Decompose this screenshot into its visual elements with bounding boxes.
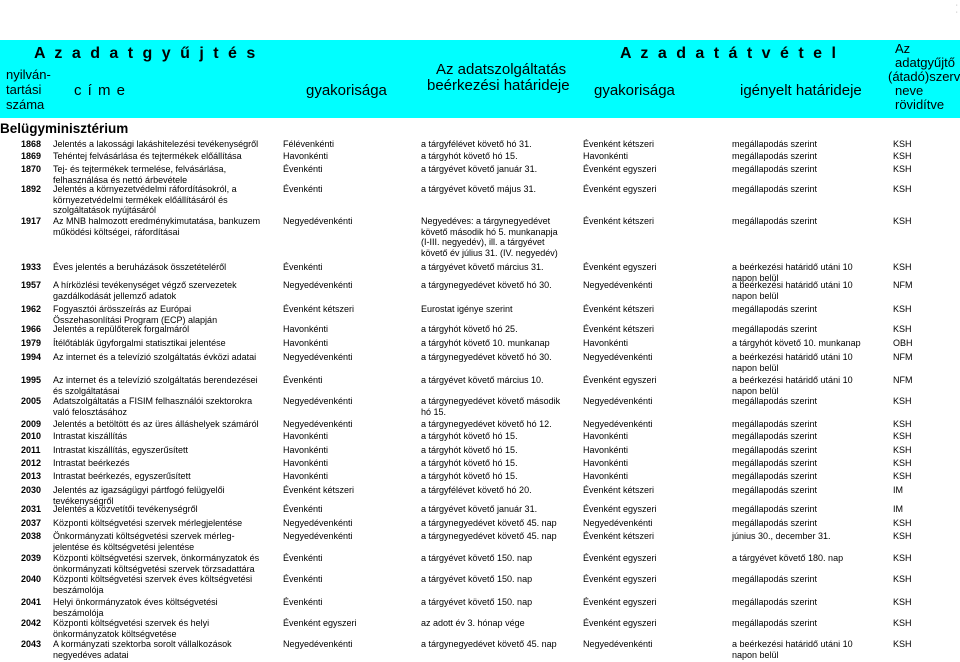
- table-row: [0, 139, 960, 149]
- row-title: A kormányzati szektorba sorolt vállalkozások negyedéves adatai: [53, 639, 232, 660]
- table-row: [0, 471, 960, 481]
- row-transfer-frequency: Évenként egyszeri: [583, 184, 657, 194]
- row-service-deadline: a tárgyévet követő 150. nap: [421, 574, 533, 584]
- row-number: 1933: [21, 262, 42, 272]
- row-collection-frequency: Évenkénti: [283, 574, 323, 584]
- row-title: Intrastat beérkezés: [53, 458, 130, 468]
- row-title: A hírközlési tevékenységet végző szervezetek gazdálkodását jellemző adatok: [53, 280, 237, 301]
- row-title: Az MNB halmozott eredménykimutatása, bankuzem működési költségei, ráfordításai: [53, 216, 261, 237]
- row-title: Helyi önkormányzatok éves költségvetési beszámolója: [53, 597, 218, 618]
- row-collection-frequency: Évenkénti: [283, 184, 323, 194]
- table-row: [0, 164, 960, 185]
- row-requested-deadline: megállapodás szerint: [732, 471, 818, 481]
- row-requested-deadline: megállapodás szerint: [732, 151, 818, 161]
- row-organization: NFM: [893, 352, 913, 362]
- row-requested-deadline: megállapodás szerint: [732, 485, 818, 495]
- row-title: Ítélőtáblák ügyforgalmi statisztikai jelentése: [53, 338, 226, 348]
- row-service-deadline: a tárgynegyedévet követő második hó 15.: [421, 396, 561, 417]
- section-title: Belügyminisztérium: [0, 121, 129, 136]
- row-title: Fogyasztói árösszeírás az Európai Összehasonlítási Program (ECP) alapján: [53, 304, 218, 325]
- row-title: Az internet és a televízió szolgáltatás berendezései és szolgáltatásai: [53, 375, 258, 396]
- row-collection-frequency: Évenkénti: [283, 553, 323, 563]
- row-service-deadline: a tárgyévet követő március 10.: [421, 375, 544, 385]
- table-row: [0, 304, 960, 325]
- row-number: 2031: [21, 504, 42, 514]
- row-number: 2013: [21, 471, 42, 481]
- row-service-deadline: Eurostat igénye szerint: [421, 304, 513, 314]
- row-collection-frequency: Évenként kétszeri: [283, 304, 355, 314]
- row-service-deadline: a tárgyhót követő hó 15.: [421, 471, 518, 481]
- row-service-deadline: a tárgyhót követő hó 15.: [421, 458, 518, 468]
- row-service-deadline: a tárgynegyedévet követő 45. nap: [421, 518, 557, 528]
- header-col-number-line3: száma: [6, 97, 45, 112]
- row-transfer-frequency: Évenként egyszeri: [583, 618, 657, 628]
- row-transfer-frequency: Évenként egyszeri: [583, 504, 657, 514]
- row-collection-frequency: Negyedévenkénti: [283, 639, 353, 649]
- row-transfer-frequency: Havonkénti: [583, 445, 629, 455]
- table-row: [0, 458, 960, 468]
- row-organization: OBH: [893, 338, 913, 348]
- row-requested-deadline: megállapodás szerint: [732, 184, 818, 194]
- table-row: [0, 419, 960, 429]
- table-row: [0, 184, 960, 215]
- row-service-deadline: a tárgyfélévet követő hó 20.: [421, 485, 532, 495]
- row-service-deadline: a tárgyhót követő hó 15.: [421, 151, 518, 161]
- row-organization: KSH: [893, 431, 912, 441]
- row-number: 2037: [21, 518, 42, 528]
- row-organization: KSH: [893, 151, 912, 161]
- header-org-line2: adatgyűjtő: [895, 55, 955, 70]
- row-collection-frequency: Negyedévenkénti: [283, 419, 353, 429]
- row-collection-frequency: Félévenkénti: [283, 139, 335, 149]
- header-org-line3: (átadó)szerv: [888, 69, 960, 84]
- row-organization: KSH: [893, 639, 912, 649]
- header-service-line1: Az adatszolgáltatás: [436, 61, 567, 78]
- row-collection-frequency: Negyedévenkénti: [283, 352, 353, 362]
- row-requested-deadline: a beérkezési határidő utáni 10 napon belül: [732, 262, 853, 283]
- table-row: [0, 216, 960, 258]
- table-row: [0, 618, 960, 639]
- row-title: Éves jelentés a beruházások összetételéről: [53, 262, 227, 272]
- row-organization: IM: [893, 504, 903, 514]
- row-transfer-frequency: Havonkénti: [583, 338, 629, 348]
- row-number: 1994: [21, 352, 42, 362]
- row-collection-frequency: Havonkénti: [283, 151, 329, 161]
- row-number: 2009: [21, 419, 42, 429]
- row-requested-deadline: június 30., december 31.: [732, 531, 831, 541]
- row-transfer-frequency: Évenként egyszeri: [583, 262, 657, 272]
- row-transfer-frequency: Évenként egyszeri: [583, 553, 657, 563]
- row-organization: KSH: [893, 184, 912, 194]
- row-number: 1962: [21, 304, 42, 314]
- row-collection-frequency: Negyedévenkénti: [283, 531, 353, 541]
- row-organization: IM: [893, 485, 903, 495]
- row-service-deadline: a tárgyévet követő 150. nap: [421, 553, 533, 563]
- table-row: [0, 431, 960, 441]
- row-title: Intrastat beérkezés, egyszerűsített: [53, 471, 191, 481]
- row-number: 2012: [21, 458, 42, 468]
- row-collection-frequency: Évenkénti: [283, 504, 323, 514]
- row-organization: KSH: [893, 419, 912, 429]
- row-organization: KSH: [893, 458, 912, 468]
- row-organization: KSH: [893, 445, 912, 455]
- table-row: [0, 352, 960, 373]
- table-row: [0, 324, 960, 334]
- row-transfer-frequency: Évenként egyszeri: [583, 597, 657, 607]
- row-title: Jelentés az igazságügyi pártfogó felügyelői tevékenységről: [53, 485, 225, 506]
- row-number: 2039: [21, 553, 42, 563]
- row-organization: KSH: [893, 324, 912, 334]
- row-number: 1995: [21, 375, 42, 385]
- row-service-deadline: a tárgyfélévet követő hó 31.: [421, 139, 532, 149]
- row-number: 2011: [21, 445, 41, 455]
- row-collection-frequency: Évenként egyszeri: [283, 618, 357, 628]
- table-row: [0, 445, 960, 455]
- row-service-deadline: a tárgynegyedévet követő hó 30.: [421, 352, 552, 362]
- row-requested-deadline: megállapodás szerint: [732, 574, 818, 584]
- row-service-deadline: az adott év 3. hónap vége: [421, 618, 525, 628]
- row-title: Jelentés a repülőterek forgalmáról: [53, 324, 190, 334]
- row-collection-frequency: Negyedévenkénti: [283, 216, 353, 226]
- row-transfer-frequency: Évenként kétszeri: [583, 304, 655, 314]
- row-requested-deadline: a beérkezési határidő utáni 10 napon belül: [732, 639, 853, 660]
- row-collection-frequency: Havonkénti: [283, 324, 329, 334]
- row-requested-deadline: a beérkezési határidő utáni 10 napon belül: [732, 280, 853, 301]
- row-number: 2041: [21, 597, 42, 607]
- row-collection-frequency: Évenként kétszeri: [283, 485, 355, 495]
- table-row: [0, 262, 960, 283]
- row-number: 2042: [21, 618, 42, 628]
- table-row: [0, 639, 960, 660]
- row-requested-deadline: megállapodás szerint: [732, 164, 818, 174]
- row-number: 1870: [21, 164, 42, 174]
- table-row: [0, 151, 960, 161]
- row-title: Intrastat kiszállítás, egyszerűsített: [53, 445, 189, 455]
- row-service-deadline: a tárgyhót követő 10. munkanap: [421, 338, 550, 348]
- header-org-line5: rövidítve: [895, 97, 945, 112]
- row-organization: KSH: [893, 518, 912, 528]
- row-requested-deadline: a tárgyhót követő 10. munkanap: [732, 338, 861, 348]
- row-number: 1868: [21, 139, 42, 149]
- row-title: Központi költségvetési szervek és helyi önkormányzatok költségvetése: [53, 618, 210, 639]
- header-group-transfer-title: A z a d a t á t v é t e l: [620, 45, 839, 62]
- row-number: 1917: [21, 216, 42, 226]
- row-title: Központi költségvetési szervek éves költségvetési beszámolója: [53, 574, 253, 595]
- table-row: [0, 485, 960, 506]
- header-col-number-line2: tartási: [6, 82, 42, 97]
- table-row: [0, 553, 960, 574]
- row-service-deadline: a tárgyhót követő hó 15.: [421, 445, 518, 455]
- table-row: [0, 504, 960, 514]
- row-requested-deadline: megállapodás szerint: [732, 396, 818, 406]
- row-collection-frequency: Negyedévenkénti: [283, 396, 353, 406]
- row-transfer-frequency: Évenként egyszeri: [583, 375, 657, 385]
- row-collection-frequency: Havonkénti: [283, 471, 329, 481]
- row-requested-deadline: megállapodás szerint: [732, 431, 818, 441]
- row-transfer-frequency: Évenként kétszeri: [583, 216, 655, 226]
- row-number: 1966: [21, 324, 42, 334]
- row-requested-deadline: megállapodás szerint: [732, 504, 818, 514]
- row-requested-deadline: megállapodás szerint: [732, 458, 818, 468]
- row-collection-frequency: Havonkénti: [283, 338, 329, 348]
- header-org-line4: neve: [895, 83, 924, 98]
- row-collection-frequency: Évenkénti: [283, 375, 323, 385]
- row-service-deadline: a tárgyévet követő január 31.: [421, 504, 538, 514]
- row-organization: NFM: [893, 280, 913, 290]
- table-row: [0, 531, 960, 552]
- row-transfer-frequency: Negyedévenkénti: [583, 280, 653, 290]
- row-requested-deadline: megállapodás szerint: [732, 618, 818, 628]
- row-transfer-frequency: Évenként kétszeri: [583, 531, 655, 541]
- row-service-deadline: a tárgyévet követő január 31.: [421, 164, 538, 174]
- row-transfer-frequency: Évenként kétszeri: [583, 485, 655, 495]
- row-title: Önkormányzati költségvetési szervek mérleg- jelentése és költségvetési jelentése: [53, 531, 235, 552]
- row-transfer-frequency: Havonkénti: [583, 458, 629, 468]
- row-title: Tej- és tejtermékek termelése, felvásárlása, felhasználása és nettó árbevétele: [53, 164, 227, 185]
- row-requested-deadline: a beérkezési határidő utáni 10 napon belül: [732, 352, 853, 373]
- row-service-deadline: a tárgynegyedévet követő hó 12.: [421, 419, 552, 429]
- row-collection-frequency: Havonkénti: [283, 445, 329, 455]
- row-title: Jelentés a közvetítői tevékenységről: [53, 504, 198, 514]
- row-service-deadline: a tárgyévet követő május 31.: [421, 184, 537, 194]
- row-service-deadline: Negyedéves: a tárgynegyedévet követő második hó 5. munkanapja (I-III. negyedév), ill. a tárgyévet követő év július 31. (IV. negyedév): [421, 216, 558, 258]
- row-transfer-frequency: Negyedévenkénti: [583, 419, 653, 429]
- row-transfer-frequency: Negyedévenkénti: [583, 639, 653, 649]
- row-requested-deadline: megállapodás szerint: [732, 216, 818, 226]
- row-transfer-frequency: Évenként kétszeri: [583, 324, 655, 334]
- row-organization: KSH: [893, 574, 912, 584]
- row-number: 1892: [21, 184, 42, 194]
- row-organization: KSH: [893, 597, 912, 607]
- row-transfer-frequency: Évenként egyszeri: [583, 574, 657, 584]
- row-title: Adatszolgáltatás a FISIM felhasználói szektorokra való felosztásához: [53, 396, 253, 417]
- table-row: [0, 396, 960, 417]
- row-requested-deadline: a beérkezési határidő utáni 10 napon belül: [732, 375, 853, 396]
- row-title: Intrastat kiszállítás: [53, 431, 128, 441]
- table-row: [0, 280, 960, 301]
- row-service-deadline: a tárgynegyedévet követő hó 30.: [421, 280, 552, 290]
- row-transfer-frequency: Évenként egyszeri: [583, 164, 657, 174]
- row-collection-frequency: Havonkénti: [283, 458, 329, 468]
- row-transfer-frequency: Negyedévenkénti: [583, 396, 653, 406]
- row-title: Jelentés a környezetvédelmi ráfordításokról, a környezetvédelmi termékek előállításáról és szolgáltatások nyújtásáról: [53, 184, 237, 215]
- row-organization: KSH: [893, 139, 912, 149]
- row-collection-frequency: Havonkénti: [283, 431, 329, 441]
- corner-mark: · ·: [955, 2, 958, 16]
- row-collection-frequency: Évenkénti: [283, 597, 323, 607]
- table-row: [0, 518, 960, 528]
- header-collection-name: c í m e: [74, 82, 127, 99]
- row-organization: KSH: [893, 396, 912, 406]
- row-organization: KSH: [893, 471, 912, 481]
- row-service-deadline: a tárgyhót követő hó 15.: [421, 431, 518, 441]
- row-requested-deadline: megállapodás szerint: [732, 324, 818, 334]
- row-organization: KSH: [893, 553, 912, 563]
- row-organization: KSH: [893, 618, 912, 628]
- row-requested-deadline: megállapodás szerint: [732, 304, 818, 314]
- row-number: 2030: [21, 485, 42, 495]
- row-requested-deadline: megállapodás szerint: [732, 597, 818, 607]
- header-org-line1: Az: [895, 41, 911, 56]
- row-requested-deadline: a tárgyévet követő 180. nap: [732, 553, 844, 563]
- row-organization: KSH: [893, 304, 912, 314]
- header-group-collection-title: A z a d a t g y ű j t é s: [34, 45, 258, 62]
- row-number: 1957: [21, 280, 42, 290]
- header-transfer-deadline: igényelt határideje: [740, 82, 862, 99]
- row-service-deadline: a tárgynegyedévet követő 45. nap: [421, 639, 557, 649]
- row-transfer-frequency: Évenként kétszeri: [583, 139, 655, 149]
- row-number: 1869: [21, 151, 42, 161]
- row-requested-deadline: megállapodás szerint: [732, 139, 818, 149]
- row-collection-frequency: Évenkénti: [283, 164, 323, 174]
- row-title: Központi költségvetési szervek mérlegjelentése: [53, 518, 243, 528]
- row-transfer-frequency: Havonkénti: [583, 471, 629, 481]
- row-number: 2005: [21, 396, 42, 406]
- table-row: [0, 597, 960, 618]
- table-row: [0, 375, 960, 396]
- header-transfer-frequency: gyakorisága: [594, 82, 675, 99]
- row-organization: KSH: [893, 164, 912, 174]
- row-title: Központi költségvetési szervek, önkormányzatok és önkormányzati költségvetési szervek törzsadattára: [53, 553, 260, 574]
- row-title: Jelentés a lakossági lakáshitelezési tevékenységről: [53, 139, 259, 149]
- row-title: Az internet és a televízió szolgáltatás évközi adatai: [53, 352, 257, 362]
- row-number: 2038: [21, 531, 42, 541]
- row-number: 1979: [21, 338, 42, 348]
- row-collection-frequency: Évenkénti: [283, 262, 323, 272]
- row-requested-deadline: megállapodás szerint: [732, 419, 818, 429]
- row-number: 2043: [21, 639, 42, 649]
- row-organization: KSH: [893, 216, 912, 226]
- row-transfer-frequency: Negyedévenkénti: [583, 352, 653, 362]
- row-organization: KSH: [893, 262, 912, 272]
- row-service-deadline: a tárgyévet követő március 31.: [421, 262, 544, 272]
- row-title: Tehéntej felvásárlása és tejtermékek előállítása: [53, 151, 242, 161]
- row-number: 2040: [21, 574, 42, 584]
- row-service-deadline: a tárgynegyedévet követő 45. nap: [421, 531, 557, 541]
- row-service-deadline: a tárgyhót követő hó 25.: [421, 324, 518, 334]
- row-collection-frequency: Negyedévenkénti: [283, 280, 353, 290]
- row-number: 2010: [21, 431, 42, 441]
- row-transfer-frequency: Havonkénti: [583, 431, 629, 441]
- row-requested-deadline: megállapodás szerint: [732, 445, 818, 455]
- row-transfer-frequency: Havonkénti: [583, 151, 629, 161]
- table-row: [0, 338, 960, 348]
- row-collection-frequency: Negyedévenkénti: [283, 518, 353, 528]
- header-collection-frequency: gyakorisága: [306, 82, 387, 99]
- header-service-line2: beérkezési határideje: [427, 77, 570, 94]
- table-row: [0, 574, 960, 595]
- row-organization: KSH: [893, 531, 912, 541]
- row-title: Jelentés a betöltött és az üres álláshelyek számáról: [53, 419, 259, 429]
- header-col-number-line1: nyilván-: [6, 67, 51, 82]
- row-service-deadline: a tárgyévet követő 150. nap: [421, 597, 533, 607]
- row-requested-deadline: megállapodás szerint: [732, 518, 818, 528]
- row-organization: NFM: [893, 375, 913, 385]
- row-transfer-frequency: Negyedévenkénti: [583, 518, 653, 528]
